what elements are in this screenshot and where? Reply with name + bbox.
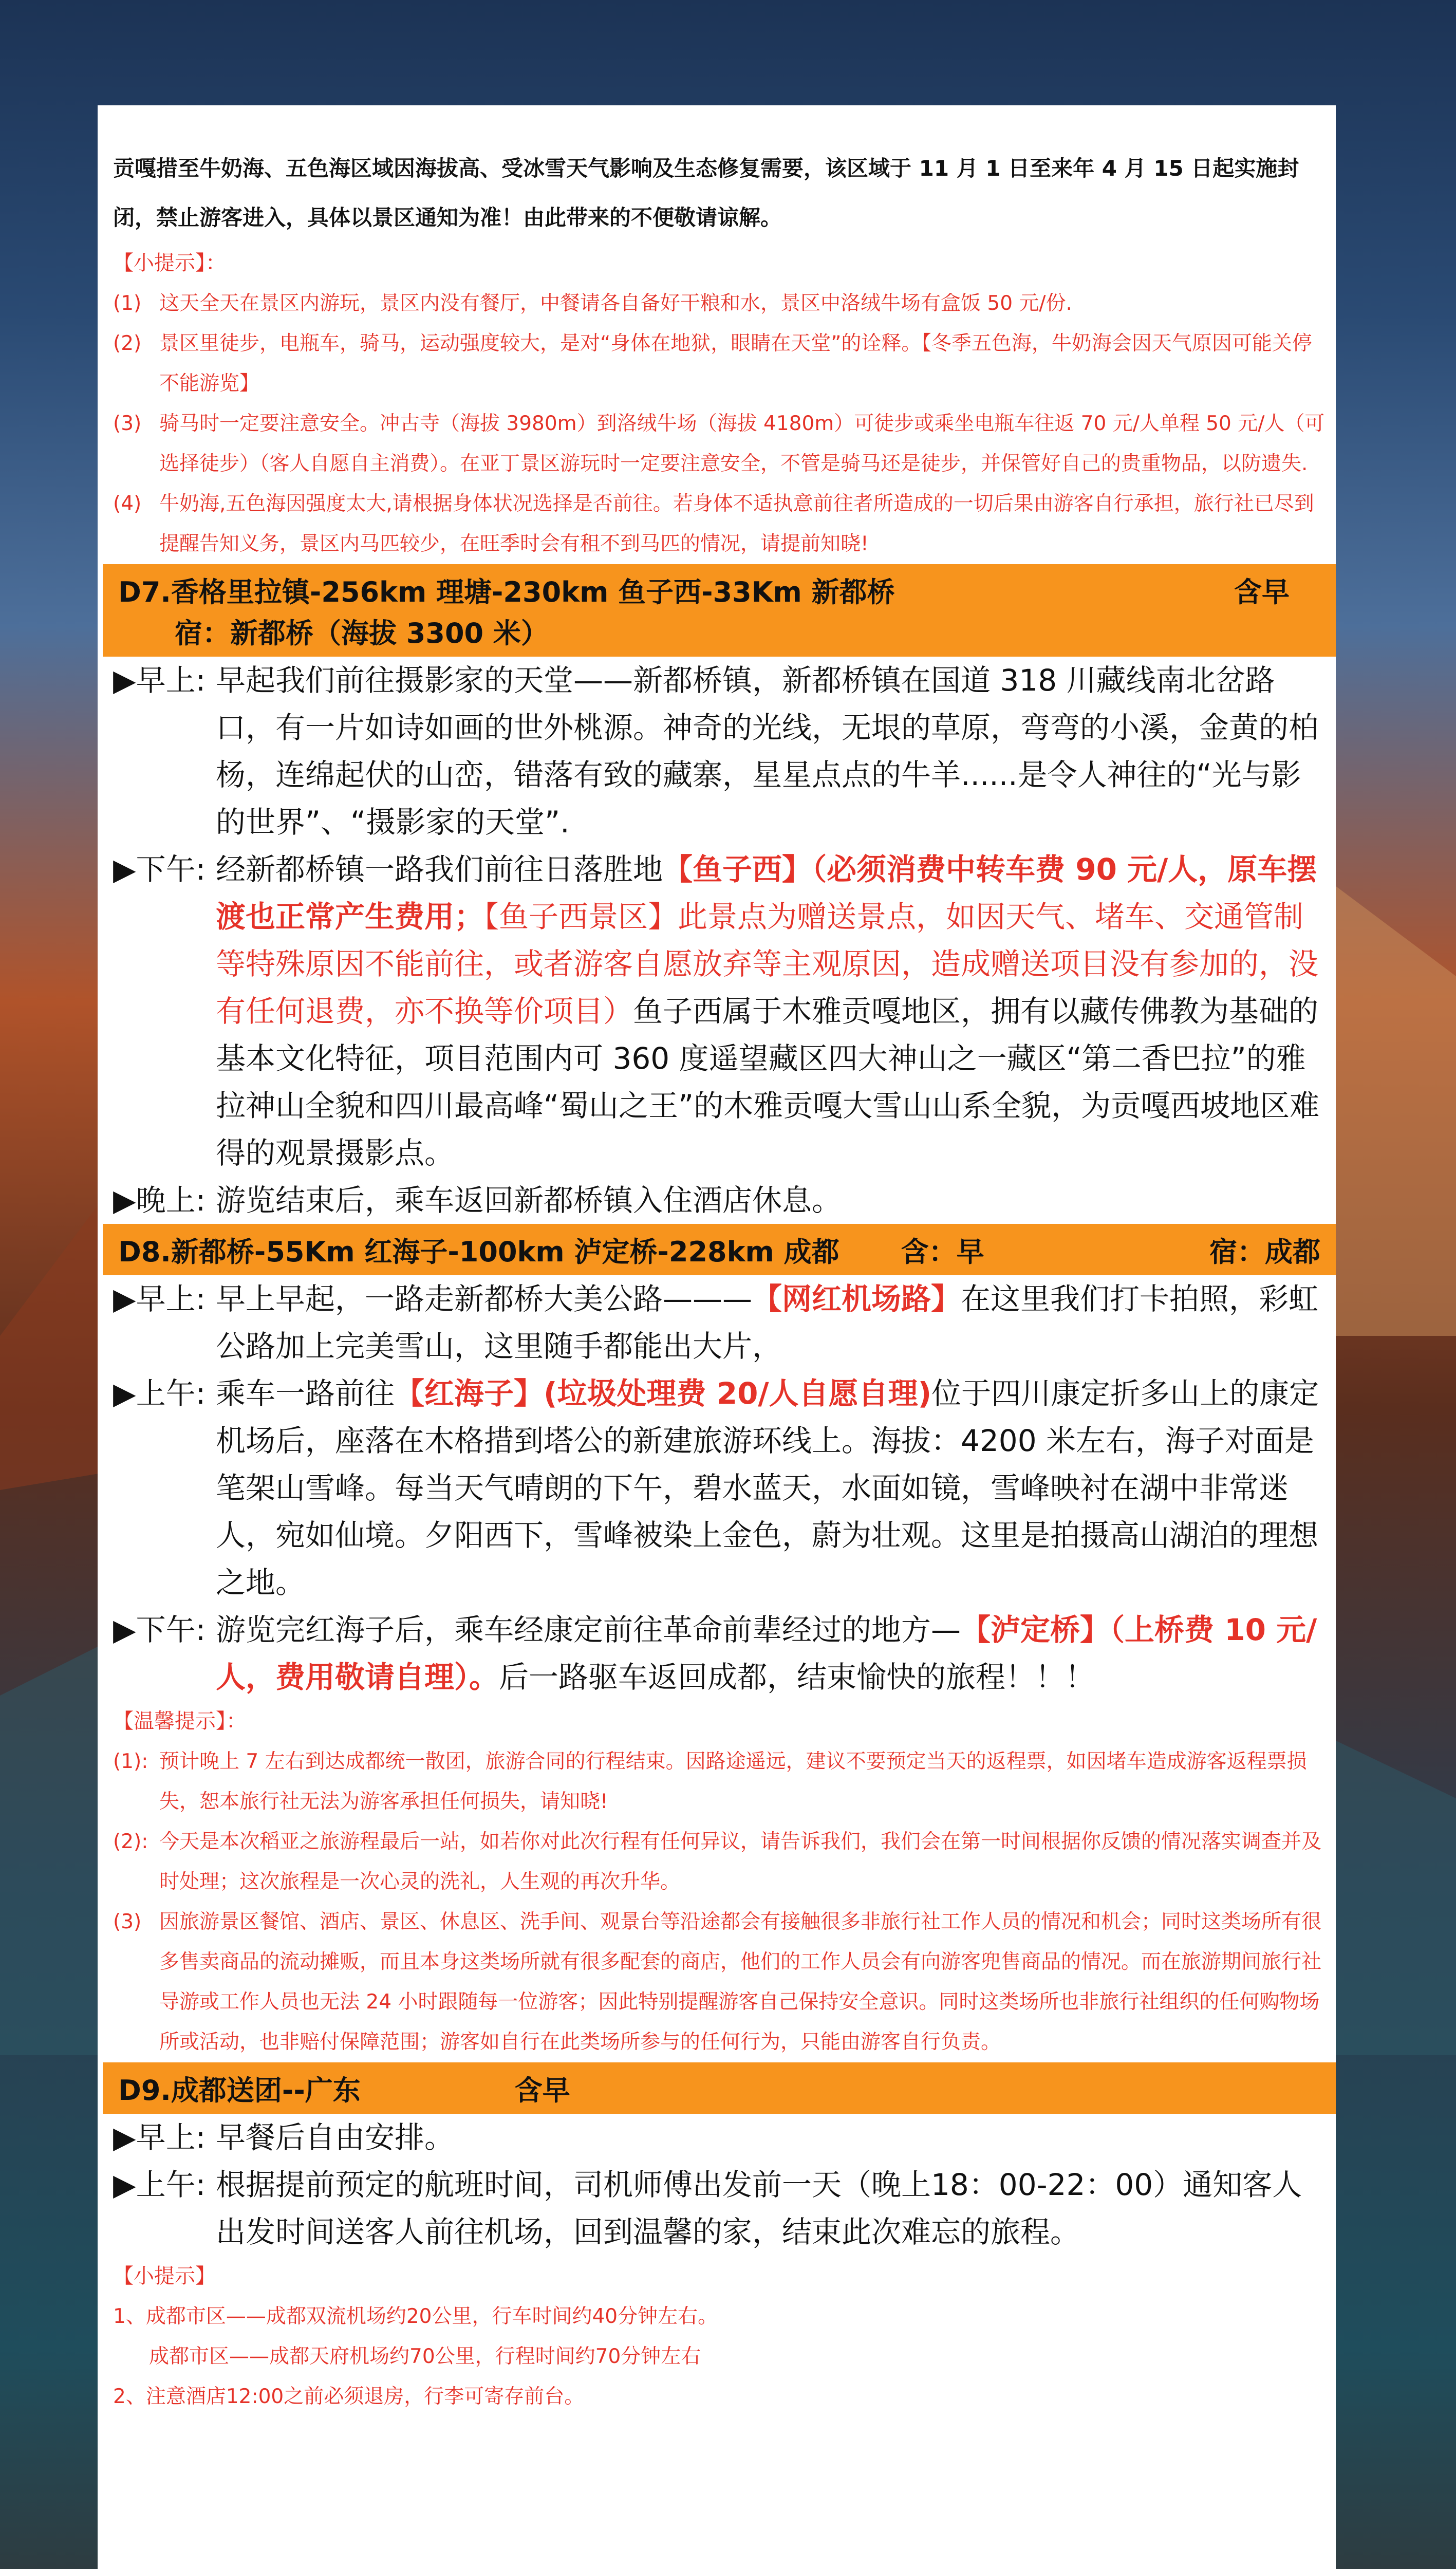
day7-morning: ▶早上: 早起我们前往摄影家的天堂——新都桥镇，新都桥镇在国道 318 川藏线南北岔路口，有一片如诗如画的世外桃源。神奇的光线，无垠的草原，弯弯的小溪，金黄的柏杨，连绵起伏的山峦，错落有致的藏寨，星星点点的牛羊......是令人神往的“光与影的世界”、“摄影家的天堂”. [113, 663, 1319, 840]
day8-afternoon: ▶下午: 游览完红海子后，乘车经康定前往革命前辈经过的地方—【泸定桥】（上桥费 10 元/人，费用敬请自理）。后一路驱车返回成都，结束愉快的旅程！！！ [113, 1612, 1317, 1695]
small-tips-heading: 【小提示】 [113, 2264, 216, 2288]
itinerary-content [113, 144, 1326, 2417]
day9-morning: ▶早上: 早餐后自由安排。 [113, 2120, 455, 2155]
day9-forenoon: ▶上午: 根据提前预定的航班时间，司机师傅出发前一天（晚上18：00-22：00）通知客人出发时间送客人前往机场，回到温馨的家，结束此次难忘的旅程。 [113, 2167, 1302, 2249]
day9-meal: 含早 [514, 2074, 570, 2107]
day7-route: D7.香格里拉镇-256km 理塘-230km 鱼子西-33Km 新都桥 [118, 575, 895, 608]
tip-item: (4) 牛奶海,五色海因强度太大,请根据身体状况选择是否前往。若身体不适执意前往者所造成的一切后果由游客自行承担，旅行社已尽到提醒告知义务，景区内马匹较少，在旺季时会有租不到马匹的情况，请提前知晓! [113, 492, 1314, 555]
tip-item: (1): 预计晚上 7 左右到达成都统一散团，旅游合同的行程结束。因路途遥远，建议不要预定当天的返程票，如因堵车造成游客返程票损失，恕本旅行社无法为游客承担任何损失，请知晓! [113, 1750, 1307, 1813]
tips-list [113, 284, 1326, 564]
tip-item: (1) 这天全天在景区内游玩，景区内没有餐厅，中餐请各自备好干粮和水，景区中洛绒牛场有盒饭 50 元/份. [113, 292, 1072, 315]
day9-banner [103, 2062, 1336, 2114]
tip-line: 成都市区——成都天府机场约70公里，行程时间约70分钟左右 [149, 2345, 701, 2368]
tip-item: (2) 景区里徒步，电瓶车，骑马，运动强度较大，是对“身体在地狱，眼睛在天堂”的诠释。【冬季五色海，牛奶海会因天气原因可能关停不能游览】 [113, 332, 1312, 395]
warm-tips-list [113, 1742, 1326, 2062]
day7-banner [103, 564, 1336, 657]
day7-stay: 宿：新都桥（海拔 3300 米） [175, 617, 549, 649]
day7-evening: ▶晚上: 游览结束后，乘车返回新都桥镇入住酒店休息。 [113, 1183, 842, 1218]
small-tips-list [113, 2297, 1326, 2417]
day8-banner [103, 1224, 1336, 1275]
closure-notice: 贡嘎措至牛奶海、五色海区域因海拔高、受冰雪天气影响及生态修复需要，该区域于 11 月 1 日至来年 4 月 15 日起实施封闭，禁止游客进入，具体以景区通知为准！由此带来的不便敬请谅解。 [113, 156, 1299, 230]
day8-forenoon: ▶上午: 乘车一路前往【红海子】(垃圾处理费 20/人自愿自理)位于四川康定折多山上的康定机场后，座落在木格措到塔公的新建旅游环线上。海拔：4200 米左右，海子对面是笔架山雪峰。每当天气晴朗的下午，碧水蓝天，水面如镜，雪峰映衬在湖中非常迷人，宛如仙境。夕阳西下，雪峰被染上金色，蔚为壮观。这里是拍摄高山湖泊的理想之地。 [113, 1376, 1319, 1600]
tip-item: (2): 今天是本次稻亚之旅游程最后一站，如若你对此次行程有任何异议，请告诉我们，我们会在第一时间根据你反馈的情况落实调查并及时处理；这次旅程是一次心灵的洗礼，人生观的再次升华。 [113, 1830, 1322, 1893]
tip-line: 1、成都市区——成都双流机场约20公里，行车时间约40分钟左右。 [113, 2305, 718, 2328]
day7-meal: 含早 [1234, 575, 1290, 608]
day8-morning: ▶早上: 早上早起，一路走新都桥大美公路———【网红机场路】在这里我们打卡拍照，彩虹公路加上完美雪山，这里随手都能出大片， [113, 1281, 1319, 1364]
day8-stay: 宿：成都 [1209, 1235, 1320, 1268]
tip-item: (3) 骑马时一定要注意安全。冲古寺（海拔 3980m）到洛绒牛场（海拔 4180m）可徒步或乘坐电瓶车往返 70 元/人单程 50 元/人（可选择徒步）（客人自愿自主消费）。在亚丁景区游玩时一定要注意安全，不管是骑马还是徒步，并保管好自己的贵重物品，以防遗失. [113, 412, 1325, 475]
tip-line: 2、注意酒店12:00之前必须退房，行李可寄存前台。 [113, 2385, 585, 2408]
day8-meal: 含：早 [901, 1235, 984, 1268]
warm-tips-heading: 【温馨提示】： [113, 1709, 247, 1733]
day8-route: D8.新都桥-55Km 红海子-100km 泸定桥-228km 成都 [118, 1235, 839, 1268]
day9-route: D9.成都送团--广东 [118, 2074, 361, 2107]
tip-item: (3) 因旅游景区餐馆、酒店、景区、休息区、洗手间、观景台等沿途都会有接触很多非旅行社工作人员的情况和机会；同时这类场所有很多售卖商品的流动摊贩，而且本身这类场所就有很多配套的商店，他们的工作人员会有向游客兜售商品的情况。而在旅游期间旅行社导游或工作人员也无法 24 小时跟随每一位游客；因此特别提醒游客自己保持安全意识。同时这类场所也非旅行社组织的任何购物场所或活动，也非赔付保障范围；游客如自行在此类场所参与的任何行为，只能由游客自行负责。 [113, 1910, 1322, 2054]
tips-heading: 【小提示】： [113, 251, 226, 275]
day7-afternoon: ▶下午: 经新都桥镇一路我们前往日落胜地【鱼子西】（必须消费中转车费 90 元/人，原车摆渡也正常产生费用；【鱼子西景区】此景点为赠送景点，如因天气、堵车、交通管制等特殊原因不能前往，或者游客自愿放弃等主观原因，造成赠送项目没有参加的，没有任何退费，亦不换等价项目）鱼子西属于木雅贡嘎地区，拥有以藏传佛教为基础的基本文化特征，项目范围内可 360 度遥望藏区四大神山之一藏区“第二香巴拉”的雅拉神山全貌和四川最高峰“蜀山之王”的木雅贡嘎大雪山山系全貌，为贡嘎西坡地区难得的观景摄影点。 [113, 852, 1320, 1170]
